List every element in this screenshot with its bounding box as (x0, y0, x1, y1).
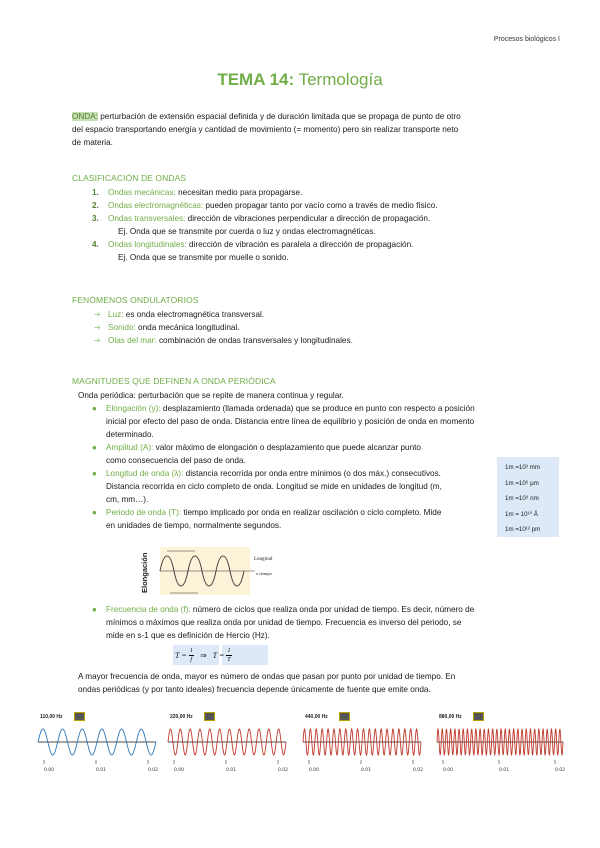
wave-plot (303, 722, 424, 782)
tick-label: 0.02 (555, 768, 566, 773)
list-item: ● Periodo de onda (T): tiempo implicado por onda en realizar oscilación o ciclo completo. Mide (92, 508, 442, 517)
wave-panel (38, 712, 159, 782)
wave-panel (303, 712, 424, 782)
intro-term: ONDA: (72, 112, 98, 121)
formula-fraction-1 (189, 647, 194, 664)
title-bold: TEMA 14: (217, 70, 295, 89)
formula-fraction-2 (226, 647, 231, 664)
fraction-denominator: f (190, 655, 193, 663)
section-heading-magnitudes: MAGNITUDES QUE DEFINEN A ONDA PERIÓDICA (72, 376, 276, 386)
list-item: 4. Ondas longitudinales: dirección de vibración es paralela a dirección de propagación. (92, 240, 414, 249)
wave-figure (140, 545, 290, 597)
bullet-icon: ● (92, 605, 97, 614)
tick-label: 0.02 (413, 768, 424, 773)
tick-label: 0.00 (443, 768, 454, 773)
list-item: 3. Ondas transversales: dirección de vibraciones perpendicular a dirección de propagación. (92, 214, 431, 223)
list-item-continuation: en unidades de tiempo, normalmente segundos. (106, 521, 282, 530)
wave-plot (38, 722, 159, 782)
conclusion-line-1: A mayor frecuencia de onda, mayor es número de ondas que pasan por punto por unidad de tiempo. En (78, 672, 456, 681)
unit-line: 1m =10³ mm (505, 464, 540, 471)
page-title (0, 70, 600, 90)
formula-left: T = (175, 650, 187, 660)
wave-series-line (437, 729, 563, 755)
list-item: ● Amplitud (A): valor máximo de elongación o desplazamiento que puede alcanzar punto (92, 443, 421, 452)
list-item: ● Frecuencia de onda (f): número de ciclos que realiza onda por unidad de tiempo. Es decir, número de (92, 605, 475, 614)
figure-ylabel: Elongación (140, 552, 149, 593)
speaker-icon[interactable] (74, 712, 85, 721)
wave-panel (168, 712, 289, 782)
fraction-numerator: 1 (227, 646, 231, 654)
arrow-icon: ➔ (94, 310, 101, 319)
frequency-label: 110,00 Hz (40, 714, 63, 720)
tick-label: 0.01 (226, 768, 237, 773)
tick-label: 0.02 (148, 768, 159, 773)
intro-paragraph (72, 110, 542, 149)
list-item-continuation: cm, mm…). (106, 495, 149, 504)
intro-line-2: del espacio transportando energía y cantidad de movimiento (= momento) pero sin realizar transporte neto (72, 125, 459, 134)
list-item: 2. Ondas electromagnéticas: pueden propagar tanto por vacío como a través de medio físico. (92, 201, 438, 210)
section-heading-phenomena: FENÓMENOS ONDULATORIOS (72, 295, 199, 305)
wave-series-line (303, 729, 421, 755)
tick-label: 0.00 (309, 768, 320, 773)
implies-icon: ⇒ (199, 650, 207, 660)
list-item: ● Longitud de onda (λ): distancia recorrida por onda entre mínimos (o dos máx.) consecutivos. (92, 469, 441, 478)
unit-line: 1m =10⁹ nm (505, 495, 539, 502)
figure-label-1: Longitud (254, 557, 273, 562)
formula-right: T = (212, 650, 225, 660)
tick-label: 0.00 (44, 768, 55, 773)
unit-conversion-box (497, 457, 559, 537)
wave-plot (168, 722, 289, 782)
tick-label: 0.01 (499, 768, 510, 773)
list-item-example: Ej. Onda que se transmite por muelle o sonido. (118, 253, 289, 262)
magnitudes-intro: Onda periódica: perturbación que se repite de manera continua y regular. (78, 391, 344, 400)
arrow-icon: ➔ (94, 323, 101, 332)
list-item: ➔ Luz: es onda electromagnética transversal. (94, 310, 265, 319)
list-item-continuation: como consecuencia del paso de onda. (106, 456, 246, 465)
header-note: Procesos biológicos I (493, 36, 560, 43)
bullet-icon: ● (92, 469, 97, 478)
figure-label-2: o tiempo (256, 571, 272, 576)
unit-line: 1m =10¹² pm (505, 526, 541, 533)
list-item: ➔ Sonido: onda mecánica longitudinal. (94, 323, 240, 332)
list-item: ● Elongación (y): desplazamiento (llamada ordenada) que se produce en punto con respecto a posición (92, 404, 475, 413)
title-rest: Termología (294, 70, 383, 89)
unit-line: 1m =10⁶ μm (505, 479, 539, 487)
bullet-icon: ● (92, 404, 97, 413)
bullet-icon: ● (92, 508, 97, 517)
wave-plot (437, 722, 566, 782)
intro-line-1: perturbación de extensión espacial definida y de duración limitada que se propaga de punto de otro (97, 112, 461, 121)
list-item-continuation: mide en s-1 que es definición de Hercio (Hz). (106, 631, 270, 640)
tick-label: 0.01 (361, 768, 372, 773)
list-item-continuation: mínimos o máximos que realiza onda por unidad de tiempo. Frecuencia es inverso del periodo, se (106, 618, 462, 627)
tick-label: 0.00 (174, 768, 185, 773)
section-heading-classification: CLASIFICACIÓN DE ONDAS (72, 173, 187, 183)
speaker-icon[interactable] (339, 712, 350, 721)
speaker-icon[interactable] (204, 712, 215, 721)
list-item-continuation: inicial por efecto del paso de onda. Distancia entre línea de equilibrio y posición de onda en momento (106, 417, 475, 426)
period-formula (175, 645, 232, 665)
tick-label: 0.01 (96, 768, 107, 773)
list-item: ➔ Olas del mar: combinación de ondas transversales y longitudinales. (94, 336, 353, 345)
frequency-label: 440,00 Hz (305, 714, 328, 720)
list-item-continuation: determinado. (106, 430, 154, 439)
conclusion-paragraph (78, 670, 548, 696)
list-item: 1. Ondas mecánicas: necesitan medio para propagarse. (92, 188, 303, 197)
phenomena-list (94, 308, 544, 347)
speaker-icon[interactable] (473, 712, 484, 721)
classification-list (92, 186, 542, 264)
conclusion-line-2: ondas periódicas (y por tanto ideales) frecuencia depende únicamente de fuente que emite onda. (78, 685, 431, 694)
magnitudes-list-a (92, 402, 532, 532)
list-item-example: Ej. Onda que se transmite por cuerda o luz y ondas electromagnéticas. (118, 227, 376, 236)
unit-line: 1m = 10¹⁰ Å (505, 510, 538, 518)
fraction-denominator: T (227, 655, 231, 663)
magnitudes-list-b (92, 603, 532, 642)
bullet-icon: ● (92, 443, 97, 452)
frequency-label: 880,00 Hz (439, 714, 462, 720)
wave-panel (437, 712, 566, 782)
frequency-label: 220,00 Hz (170, 714, 193, 720)
intro-line-3: de materia. (72, 138, 113, 147)
list-item-continuation: Distancia recorrida en ciclo completo de onda. Longitud se mide en unidades de longitud (m, (106, 482, 442, 491)
fraction-numerator: 1 (189, 646, 193, 654)
arrow-icon: ➔ (94, 336, 101, 345)
tick-label: 0.02 (278, 768, 289, 773)
